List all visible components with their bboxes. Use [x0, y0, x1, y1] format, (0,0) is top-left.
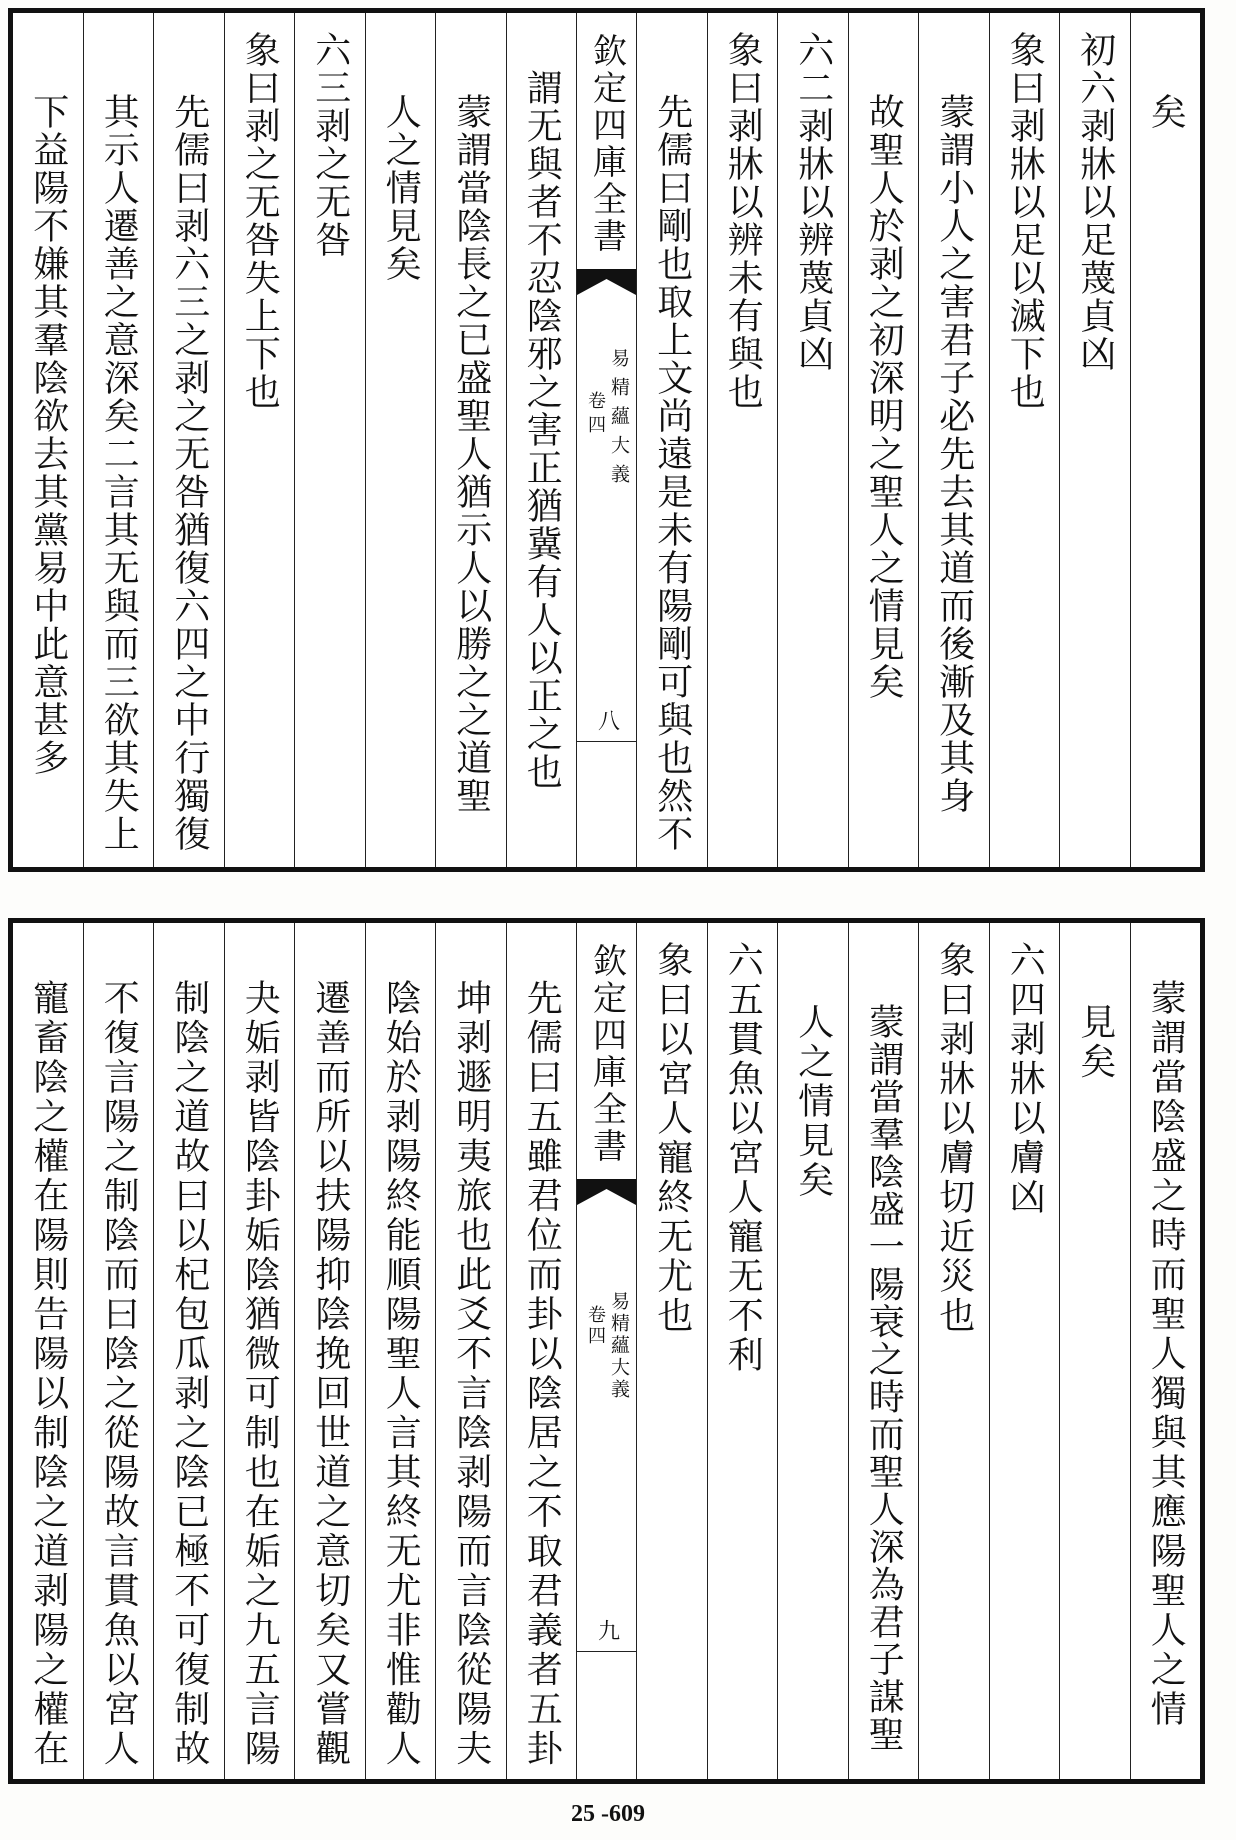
- classic-text-column: [989, 13, 1060, 867]
- column-text: 寵畜陰之權在陽則告陽以制陰之道剥陽之權在: [27, 979, 69, 1769]
- collection-title: 欽定四庫全書: [586, 33, 627, 255]
- book-title: 易精蘊大義: [608, 1291, 630, 1401]
- commentary-column: [918, 13, 989, 867]
- classic-text-column: [707, 923, 778, 1779]
- classic-text-column: [777, 13, 848, 867]
- column-text: 蒙謂小人之害君子必先去其道而後漸及其身: [933, 93, 975, 815]
- classic-text-column: [989, 923, 1060, 1779]
- column-text: 象曰剥牀以膚切近災也: [933, 941, 975, 1336]
- commentary-column: [636, 13, 707, 867]
- commentary-column: [1130, 13, 1201, 867]
- column-text: 六四剥牀以膚凶: [1004, 941, 1046, 1218]
- column-text: 遷善而所以扶陽抑陰挽回世道之意切矣又嘗觀: [309, 979, 351, 1769]
- commentary-column: [506, 923, 577, 1779]
- column-text: 故聖人於剥之初深明之聖人之情見矣: [863, 93, 905, 701]
- classic-text-column: [707, 13, 778, 867]
- column-text: 象曰以宮人寵終无尤也: [651, 941, 693, 1336]
- column-text: 六五貫魚以宮人寵无不利: [722, 941, 764, 1376]
- fold-divider: [577, 741, 636, 742]
- classic-text-column: [224, 13, 295, 867]
- commentary-column: [848, 13, 919, 867]
- column-text: 初六剥牀以足蔑貞凶: [1074, 31, 1116, 373]
- column-text: 不復言陽之制陰而曰陰之從陽故言貫魚以宮人: [98, 979, 140, 1769]
- column-text: 先儒曰剥六三之剥之无咎猶復六四之中行獨復: [168, 93, 210, 853]
- commentary-column: [777, 923, 848, 1779]
- collection-title: 欽定四庫全書: [586, 943, 627, 1165]
- volume-label: 卷四: [585, 391, 606, 439]
- column-text: 象曰剥牀以足以滅下也: [1004, 31, 1046, 411]
- fold-margin: [576, 923, 636, 1779]
- commentary-column: [435, 923, 506, 1779]
- commentary-column: [13, 923, 83, 1779]
- column-text: 蒙謂當陰盛之時而聖人獨與其應陽聖人之情: [1145, 979, 1187, 1730]
- commentary-column: [1130, 923, 1201, 1779]
- fish-tail-mark: [577, 269, 636, 295]
- column-text: 蒙謂當陰長之已盛聖人猶示人以勝之之道聖: [450, 93, 492, 815]
- upper-page-panel: [8, 8, 1205, 872]
- fold-margin: [576, 13, 636, 867]
- column-text: 人之情見矣: [792, 1003, 834, 1201]
- column-text: 陰始於剥陽終能順陽聖人言其終无尤非惟勸人: [380, 979, 422, 1769]
- column-text: 先儒曰五雖君位而卦以陰居之不取君義者五卦: [521, 979, 563, 1769]
- column-text: 人之情見矣: [380, 93, 422, 283]
- commentary-column: [435, 13, 506, 867]
- fish-tail-mark: [577, 1179, 636, 1205]
- page-code: 25 -609: [571, 1801, 645, 1827]
- classic-text-column: [636, 923, 707, 1779]
- commentary-column: [365, 923, 436, 1779]
- column-text: 其示人遷善之意深矣二言其无與而三欲其失上: [98, 93, 140, 853]
- commentary-column: [153, 923, 224, 1779]
- column-text: 先儒曰剛也取上文尚遠是未有陽剛可與也然不: [651, 93, 693, 853]
- column-text: 謂无與者不忍陰邪之害正猶冀有人以正之也: [521, 69, 563, 791]
- commentary-column: [83, 923, 154, 1779]
- column-text: 矣: [1145, 93, 1187, 131]
- column-text: 制陰之道故曰以杞包瓜剥之陰已極不可復制故: [168, 979, 210, 1769]
- fold-divider: [577, 1651, 636, 1652]
- column-text: 下益陽不嫌其羣陰欲去其黨易中此意甚多: [27, 93, 69, 777]
- commentary-column: [294, 923, 365, 1779]
- column-text: 蒙謂當羣陰盛一陽衰之時而聖人深為君子謀聖: [863, 1003, 905, 1753]
- commentary-column: [83, 13, 154, 867]
- column-text: 象曰剥牀以辨未有與也: [722, 31, 764, 411]
- commentary-column: [848, 923, 919, 1779]
- commentary-column: [224, 923, 295, 1779]
- classic-text-column: [1059, 13, 1130, 867]
- column-text: 六二剥牀以辨蔑貞凶: [792, 31, 834, 373]
- commentary-column: [153, 13, 224, 867]
- classic-text-column: [294, 13, 365, 867]
- volume-label: 卷四: [585, 1305, 606, 1347]
- commentary-column: [1059, 923, 1130, 1779]
- classic-text-column: [918, 923, 989, 1779]
- commentary-column: [13, 13, 83, 867]
- lower-page-panel: [8, 918, 1205, 1784]
- commentary-column: [365, 13, 436, 867]
- column-text: 夬姤剥皆陰卦姤陰猶微可制也在姤之九五言陽: [239, 979, 281, 1769]
- leaf-number: 九: [594, 1619, 620, 1641]
- commentary-column: [506, 13, 577, 867]
- book-title: 易精蘊大義: [608, 348, 630, 493]
- column-text: 象曰剥之无咎失上下也: [239, 31, 281, 411]
- leaf-number: 八: [594, 709, 620, 731]
- column-text: 見矣: [1074, 1003, 1116, 1082]
- column-text: 六三剥之无咎: [309, 31, 351, 259]
- column-text: 坤剥遯明夷旅也此爻不言陰剥陽而言陰從陽夫: [450, 979, 492, 1769]
